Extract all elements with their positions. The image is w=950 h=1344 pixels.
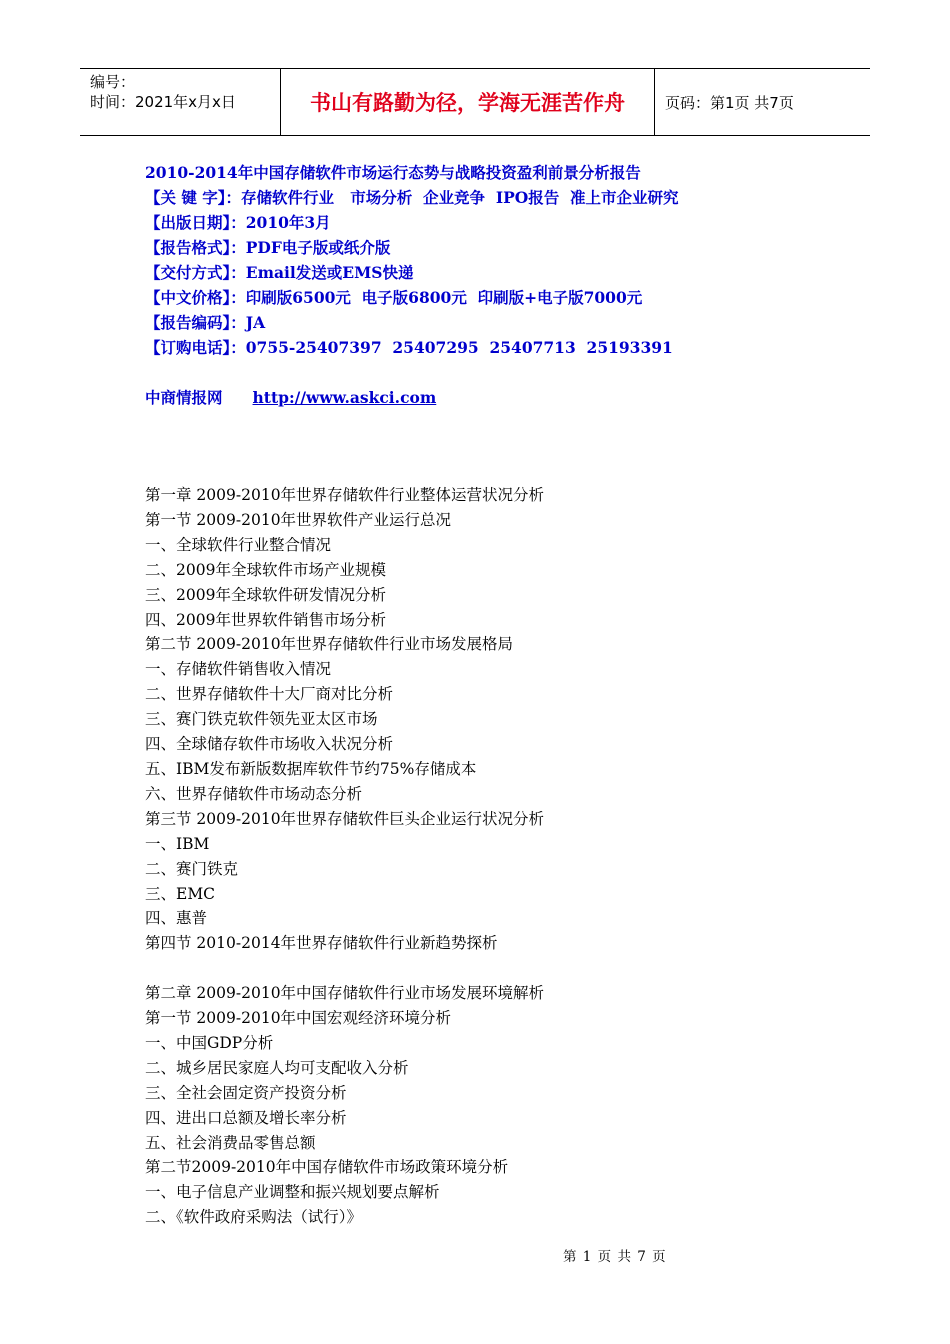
toc-line: 一、全球软件行业整合情况 [145,535,332,554]
toc-line: 第四节 2010-2014年世界存储软件行业新趋势探析 [145,934,498,953]
toc-line: 第三节 2009-2010年世界存储软件巨头企业运行状况分析 [145,809,545,828]
toc-line: 第二章 2009-2010年中国存储软件行业市场发展环境解析 [145,984,545,1003]
page-header [80,68,870,136]
toc-line: 二、世界存储软件十大厂商对比分析 [145,685,394,704]
info-publish-date: 【出版日期】：2010年3月 [145,213,331,232]
toc-line: 一、IBM [145,834,210,853]
toc-line: 一、存储软件销售收入情况 [145,660,332,679]
toc-line: 三、全社会固定资产投资分析 [145,1083,347,1102]
table-of-contents [145,483,544,1230]
toc-line: 五、IBM发布新版数据库软件节约75%存储成本 [145,759,477,778]
toc-gap [145,956,544,981]
site-url-link[interactable]: http://www.askci.com [252,388,437,407]
toc-line: 二、2009年全球软件市场产业规模 [145,560,386,579]
toc-line: 三、赛门铁克软件领先亚太区市场 [145,710,378,729]
toc-line: 二、城乡居民家庭人均可支配收入分析 [145,1058,409,1077]
info-delivery: 【交付方式】：Email发送或EMS快递 [145,263,414,282]
toc-line: 第一节 2009-2010年世界软件产业运行总况 [145,510,452,529]
toc-chapter-1 [145,483,544,956]
toc-line: 一、电子信息产业调整和振兴规划要点解析 [145,1183,440,1202]
toc-line: 第二节 2009-2010年世界存储软件行业市场发展格局 [145,635,514,654]
code-label: 编号： [90,73,136,91]
toc-line: 第一章 2009-2010年世界存储软件行业整体运营状况分析 [145,486,545,504]
report-title: 2010-2014年中国存储软件市场运行态势与战略投资盈利前景分析报告 [145,163,641,182]
info-keywords: 【关 键 字】：存储软件行业 市场分析 企业竞争 IPO报告 准上市企业研究 [145,188,679,207]
page-footer: 第 1 页 共 7 页 [563,1249,667,1265]
toc-line: 四、进出口总额及增长率分析 [145,1108,347,1127]
time-label: 时间：2021年x月x日 [90,93,236,111]
toc-line: 三、EMC [145,884,216,903]
info-phone: 【订购电话】：0755-25407397 25407295 25407713 25193391 [145,338,673,357]
toc-line: 第二节2009-2010年中国存储软件市场政策环境分析 [145,1158,509,1177]
toc-line: 三、2009年全球软件研发情况分析 [145,585,386,604]
header-motto: 书山有路勤为径，学海无涯苦作舟 [281,69,655,135]
info-code: 【报告编码】：JA [145,313,266,332]
header-left-cell [80,69,281,135]
toc-line: 四、2009年世界软件销售市场分析 [145,610,386,629]
info-price: 【中文价格】：印刷版6500元 电子版6800元 印刷版+电子版7000元 [145,288,643,307]
toc-line: 第一节 2009-2010年中国宏观经济环境分析 [145,1009,452,1028]
toc-line: 六、世界存储软件市场动态分析 [145,784,363,803]
toc-line: 二、《软件政府采购法（试行）》 [145,1208,363,1227]
site-name: 中商情报网 [145,388,223,407]
toc-line: 二、赛门铁克 [145,859,239,878]
toc-line: 四、全球储存软件市场收入状况分析 [145,735,394,754]
toc-line: 四、惠普 [145,909,208,928]
toc-chapter-2 [145,981,544,1230]
report-info [145,160,679,360]
toc-line: 五、社会消费品零售总额 [145,1133,316,1152]
header-page-label: 页码：第1页 共7页 [665,93,794,112]
toc-line: 一、中国GDP分析 [145,1033,274,1052]
site-line [145,385,436,410]
info-format: 【报告格式】：PDF电子版或纸介版 [145,238,391,257]
